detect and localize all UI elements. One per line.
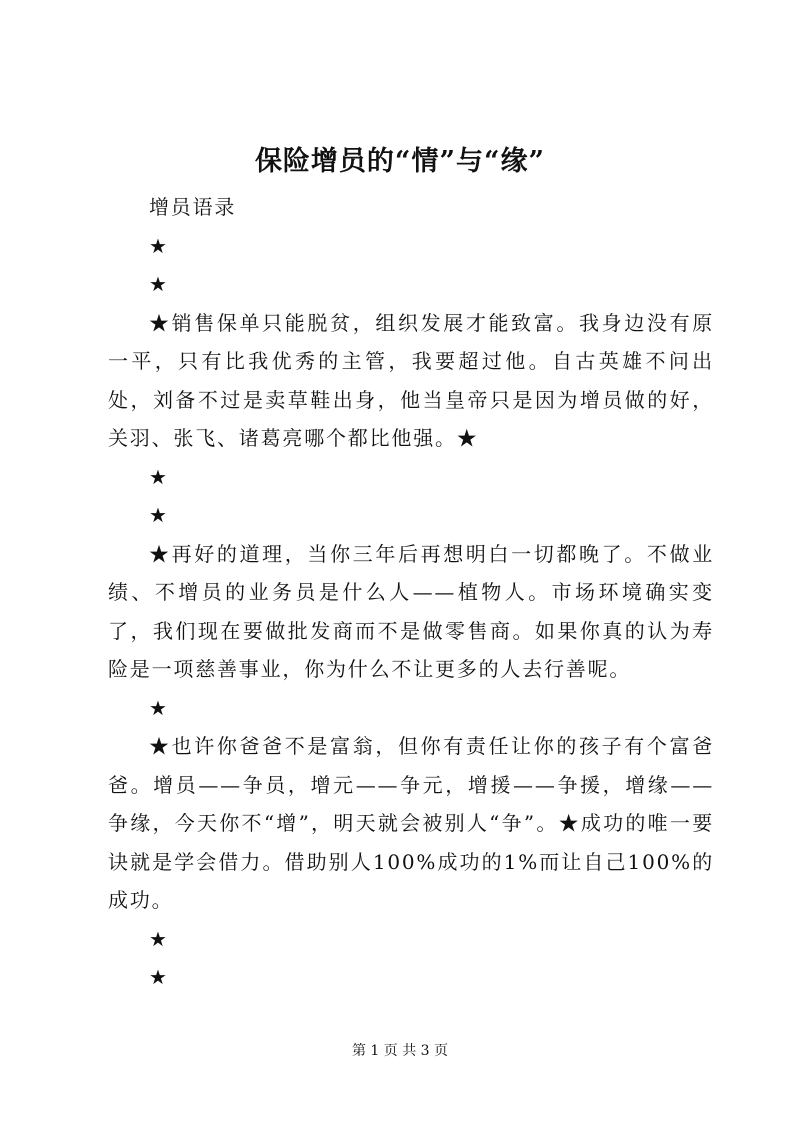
star-separator: ★	[149, 695, 169, 720]
paragraph: ★再好的道理，当你三年后再想明白一切都晚了。不做业绩、不增员的业务员是什么人——植物人。市场环境确实变了，我们现在要做批发商而不是做零售商。如果你真的认为寿险是一项慈善事业，你为什么不让更多的人去行善呢。	[108, 541, 714, 681]
star-separator: ★	[149, 464, 169, 489]
paragraph: ★销售保单只能脱贫，组织发展才能致富。我身边没有原一平，只有比我优秀的主管，我要超过他。自古英雄不问出处，刘备不过是卖草鞋出身，他当皇帝只是因为增员做的好，关羽、张飞、诸葛亮哪个都比他强。★	[108, 310, 714, 450]
star-separator: ★	[149, 503, 169, 527]
star-separator: ★	[149, 965, 169, 989]
star-separator: ★	[149, 272, 169, 296]
page-footer: 第 1 页 共 3 页	[351, 1043, 449, 1059]
star-separator: ★	[149, 926, 169, 951]
subtitle: 增员语录	[149, 195, 237, 219]
paragraph: ★也许你爸爸不是富翁，但你有责任让你的孩子有个富爸爸。增员——争员，增元——争元，增援——争援，增缘——争缘，今天你不“增”，明天就会被别人“争”。★成功的唯一要诀就是学会借力。借助别人100%成功的1%而让自己100%的成功。	[108, 734, 714, 912]
document-body	[108, 188, 714, 997]
document-title: 保险增员的“情”与“缘”	[254, 146, 546, 177]
star-separator: ★	[149, 233, 169, 258]
